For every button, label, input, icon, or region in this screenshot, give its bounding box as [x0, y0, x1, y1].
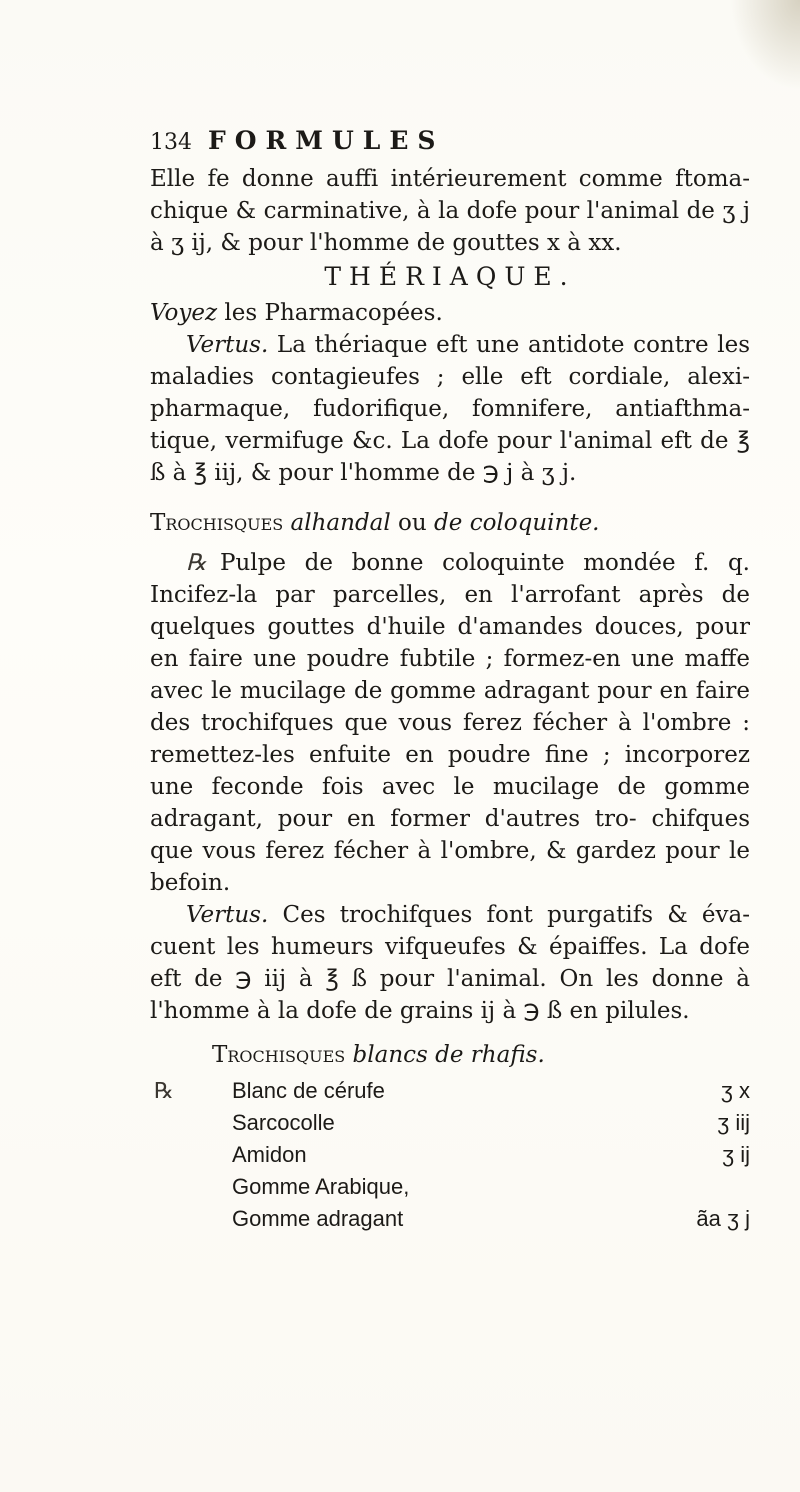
voyez-paragraph — [150, 297, 750, 329]
recipe-text: Pulpe de bonne coloquinte mondée f. q. Incifez-la par parcelles, en l'arrofant après de quelques gouttes d'huile d'amandes douces, pour en faire une poudre fubtile ; formez-en une maffe avec le mucilage de gomme adragant pour en faire des trochifques que vous ferez fécher à l'ombre : remettez-les enfuite en poudre fine ; incorporez une feconde fois avec le mucilage de gomme adragant, pour en former d'autres tro- chifques que vous ferez fécher à l'ombre, & gardez pour le befoin. — [150, 550, 750, 896]
theriaque-vertus-paragraph — [150, 329, 750, 489]
heading-ou: ou — [390, 510, 435, 536]
voyez-label: Voyez — [150, 300, 218, 326]
page-number: 134 — [150, 130, 192, 155]
vertus-text-2: Ces trochifques font purgatifs & éva- cuent les humeurs vifqueufes & épaiffes. La dofe eft de ℈ iij à ℥ ß pour l'animal. On les donne à l'homme à la dofe de grains ij à ℈ ß en pilules. — [150, 902, 750, 1024]
section-heading-trochisques-blancs — [150, 1039, 750, 1071]
ingredient-quantity: ʒ iij — [717, 1110, 750, 1135]
page-corner-shadow — [730, 0, 800, 90]
heading-caps-3: Trochisques — [212, 1042, 346, 1068]
ingredient-quantity: ʒ ij — [722, 1142, 750, 1167]
ingredient-quantity: ãa ʒ j — [696, 1206, 750, 1231]
ingredient-name: Sarcocolle — [232, 1110, 335, 1135]
running-title: FORMULES — [208, 126, 445, 155]
ingredient-row — [150, 1139, 750, 1171]
ingredient-row — [150, 1203, 750, 1235]
ingredient-quantity: ʒ x — [720, 1078, 750, 1103]
ingredient-name: Blanc de cérufe — [232, 1078, 385, 1103]
page-text-block — [150, 125, 750, 1235]
trochisques-vertus-paragraph — [150, 899, 750, 1027]
section-heading-theriaque: THÉRIAQUE. — [324, 262, 576, 291]
heading-italic-2: de coloquinte. — [434, 510, 600, 536]
vertus-label-2: Vertus. — [186, 902, 269, 928]
ingredient-row — [150, 1171, 750, 1203]
running-head — [150, 125, 750, 163]
ingredient-name: Gomme Arabique, — [232, 1174, 410, 1199]
ingredient-row — [150, 1107, 750, 1139]
ingredient-row — [150, 1075, 750, 1107]
vertus-text: La thériaque eft une antidote contre les maladies contagieufes ; elle eft cordiale, alexi- pharmaque, fudorifique, fomnifere, antiafthma- tique, vermifuge &c. La dofe pour l'animal eft de ℥ ß à ℥ iij, & pour l'homme de ℈ j à ʒ j. — [150, 332, 750, 486]
heading-italic: alhandal — [290, 510, 391, 536]
ingredient-name: Gomme adragant — [232, 1206, 404, 1231]
ingredient-name: Amidon — [232, 1142, 307, 1167]
recipe-sign-icon: ℞ — [186, 550, 207, 576]
voyez-text: les Pharmacopées. — [217, 300, 443, 326]
section-heading-trochisques-alhandal — [150, 507, 750, 539]
recipe-sign-icon: ℞ — [154, 1078, 174, 1103]
ingredient-list — [150, 1075, 750, 1235]
heading-italic-3: blancs de rhafis. — [352, 1042, 545, 1068]
vertus-label: Vertus. — [186, 332, 269, 358]
intro-paragraph: Elle fe donne auffi intérieurement comme ftoma- chique & carminative, à la dofe pour l'animal de ʒ j à ʒ ij, & pour l'homme de gouttes x à xx. — [150, 166, 750, 256]
heading-caps: Trochisques — [150, 510, 284, 536]
recipe-paragraph — [150, 547, 750, 899]
